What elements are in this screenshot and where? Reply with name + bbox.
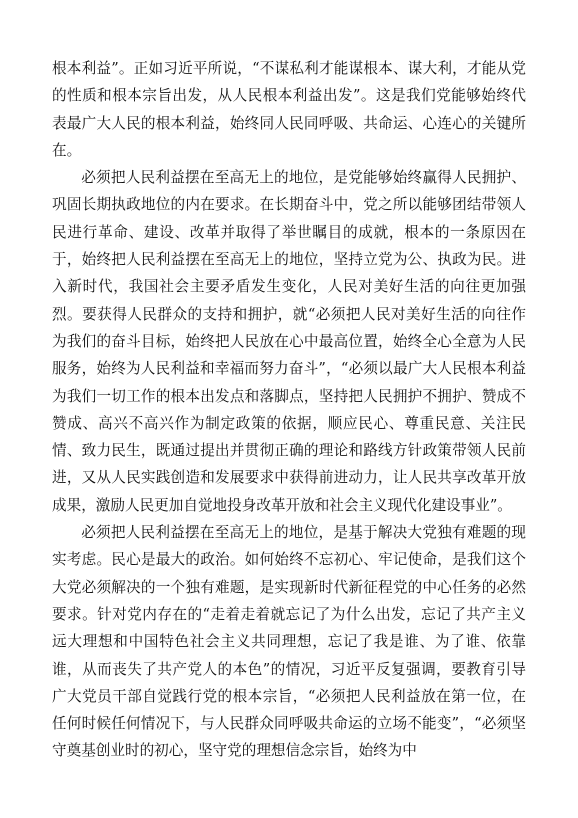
paragraph-3: 必须把人民利益摆在至高无上的地位，是基于解决大党独有难题的现实考虑。民心是最大的政治。如何始终不忘初心、牢记使命，是我们这个大党必须解决的一个独有难题，是实现新时代新征程党的中心任务的必然要求。针对党内存在的“走着走着就忘记了为什么出发，忘记了共产主义远大理想和中国特色社会主义共同理想，忘记了我是谁、为了谁、依靠谁，从而丧失了共产党人的本色”的情况，习近平反复强调，要教育引导广大党员干部自觉践行党的根本宗旨，“必须把人民利益放在第一位，在任何时候任何情况下，与人民群众同呼吸共命运的立场不能变”，“必须坚守奠基创业时的初心，坚守党的理想信念宗旨，始终为中 xyxy=(52,524,526,760)
paragraph-1: 根本利益”。正如习近平所说，“不谋私利才能谋根本、谋大利，才能从党的性质和根本宗旨出发，从人民根本利益出发”。这是我们党能够始终代表最广大人民的根本利益，始终同人民同呼吸、共命运、心连心的关键所在。 xyxy=(52,60,526,159)
paragraph-2: 必须把人民利益摆在至高无上的地位，是党能够始终赢得人民拥护、巩固长期执政地位的内在要求。在长期奋斗中，党之所以能够团结带领人民进行革命、建设、改革并取得了举世瞩目的成就，根本的一条原因在于，始终把人民利益摆在至高无上的地位，坚持立党为公、执政为民。进入新时代，我国社会主要矛盾发生变化，人民对美好生活的向往更加强烈。要获得人民群众的支持和拥护，就“必须把人民对美好生活的向往作为我们的奋斗目标，始终把人民放在心中最高位置，始终全心全意为人民服务，始终为人民利益和幸福而努力奋斗”，“必须以最广大人民根本利益为我们一切工作的根本出发点和落脚点，坚持把人民拥护不拥护、赞成不赞成、高兴不高兴作为制定政策的依据，顺应民心、尊重民意、关注民情、致力民生，既通过提出并贯彻正确的理论和路线方针政策带领人民前进，又从人民实践创造和发展要求中获得前进动力，让人民共享改革开放成果，激励人民更加自觉地投身改革开放和社会主义现代化建设事业”。 xyxy=(52,169,526,514)
document-body xyxy=(52,55,526,765)
